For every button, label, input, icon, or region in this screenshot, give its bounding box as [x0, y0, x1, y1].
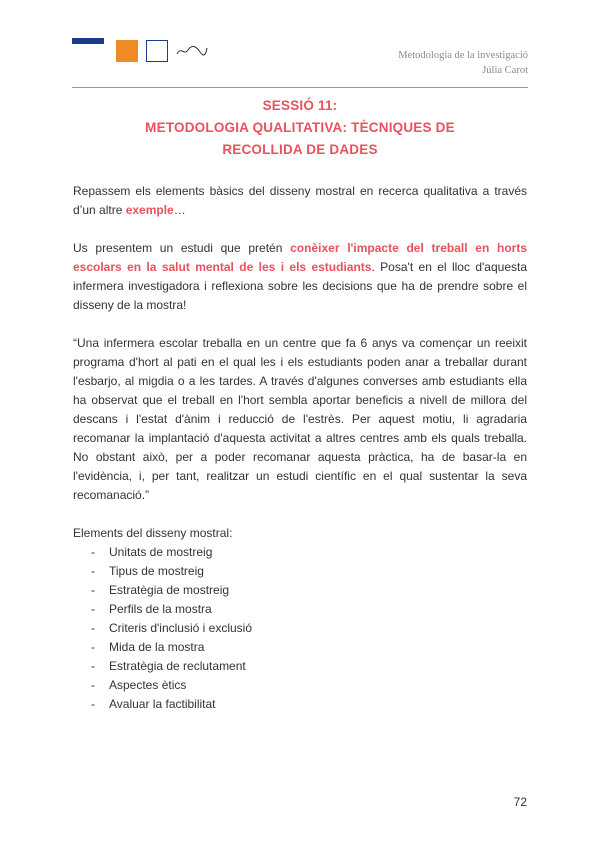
- list-item: - Estratègia de reclutament: [91, 659, 246, 673]
- page-number: 72: [513, 795, 527, 809]
- intro-paragraph: Repassem els elements bàsics del disseny mostral en recerca qualitativa a través d’un altre exemple…: [73, 184, 527, 217]
- title-line-2: METODOLOGIA QUALITATIVA: TÈCNIQUES DE: [145, 120, 455, 135]
- list-item: - Perfils de la mostra: [91, 602, 212, 616]
- study-highlight: conèixer l'impacte del treball en horts escolars en la salut mental de les i els estudiants: [73, 241, 527, 274]
- header-divider: [72, 87, 528, 88]
- page-content: [73, 182, 527, 714]
- quote-paragraph: “Una infermera escolar treballa en un centre que fa 6 anys va començar un reeixit programa d'hort al pati en el qual les i els estudiants poden anar a treballar durant l'esbarjo, al migdia o a les tardes. A través d'algunes converses amb estudiants ella ha observat que el treball en l'hort sembla aportar beneficis a nivell de millora del descans i l'estat d'ànim i reducció de l'estrès. Per aquest motiu, li agradaria recomanar la implantació d'aquesta activitat a altres centres amb els quals treballa. No obstant això, per a poder recomanar aquesta pràctica, ha de basar-la en l'evidència, i, per tant, realitzar un estudi científic en el qual sustentar la seva recomanació.”: [73, 336, 527, 502]
- header-author: Júlia Carot: [482, 65, 528, 76]
- list-item: - Unitats de mostreig: [91, 545, 213, 559]
- campus-logo: [72, 38, 108, 64]
- orange-logo: [116, 40, 138, 62]
- session-title: [72, 95, 528, 161]
- page-header: [398, 48, 528, 78]
- elements-title: Elements del disseny mostral:: [73, 526, 233, 540]
- list-item: - Mida de la mostra: [91, 640, 205, 654]
- list-item: - Avaluar la factibilitat: [91, 697, 216, 711]
- study-paragraph: Us presentem un estudi que pretén conèixer l'impacte del treball en horts escolars en la salut mental de les i els estudiants. Posa't en el lloc d'aquesta infermera investigadora i reflexiona sobre les decisions que ha de prendre sobre el disseny de la mostra!: [73, 241, 528, 312]
- list-item: - Aspectes ètics: [91, 678, 187, 692]
- list-item: - Criteris d'inclusió i exclusió: [91, 621, 253, 635]
- title-line-3: RECOLLIDA DE DADES: [222, 142, 378, 157]
- list-item: - Estratègia de mostreig: [91, 583, 230, 597]
- intro-highlight: exemple: [125, 203, 174, 217]
- header-subject: Metodologia de la investigació: [398, 50, 528, 61]
- signature-logo: [176, 44, 208, 58]
- title-line-1: SESSIÓ 11:: [262, 98, 338, 113]
- list-item: - Tipus de mostreig: [91, 564, 204, 578]
- uab-logo: [146, 40, 168, 62]
- elements-list: [73, 543, 527, 714]
- header-logos: [72, 36, 208, 66]
